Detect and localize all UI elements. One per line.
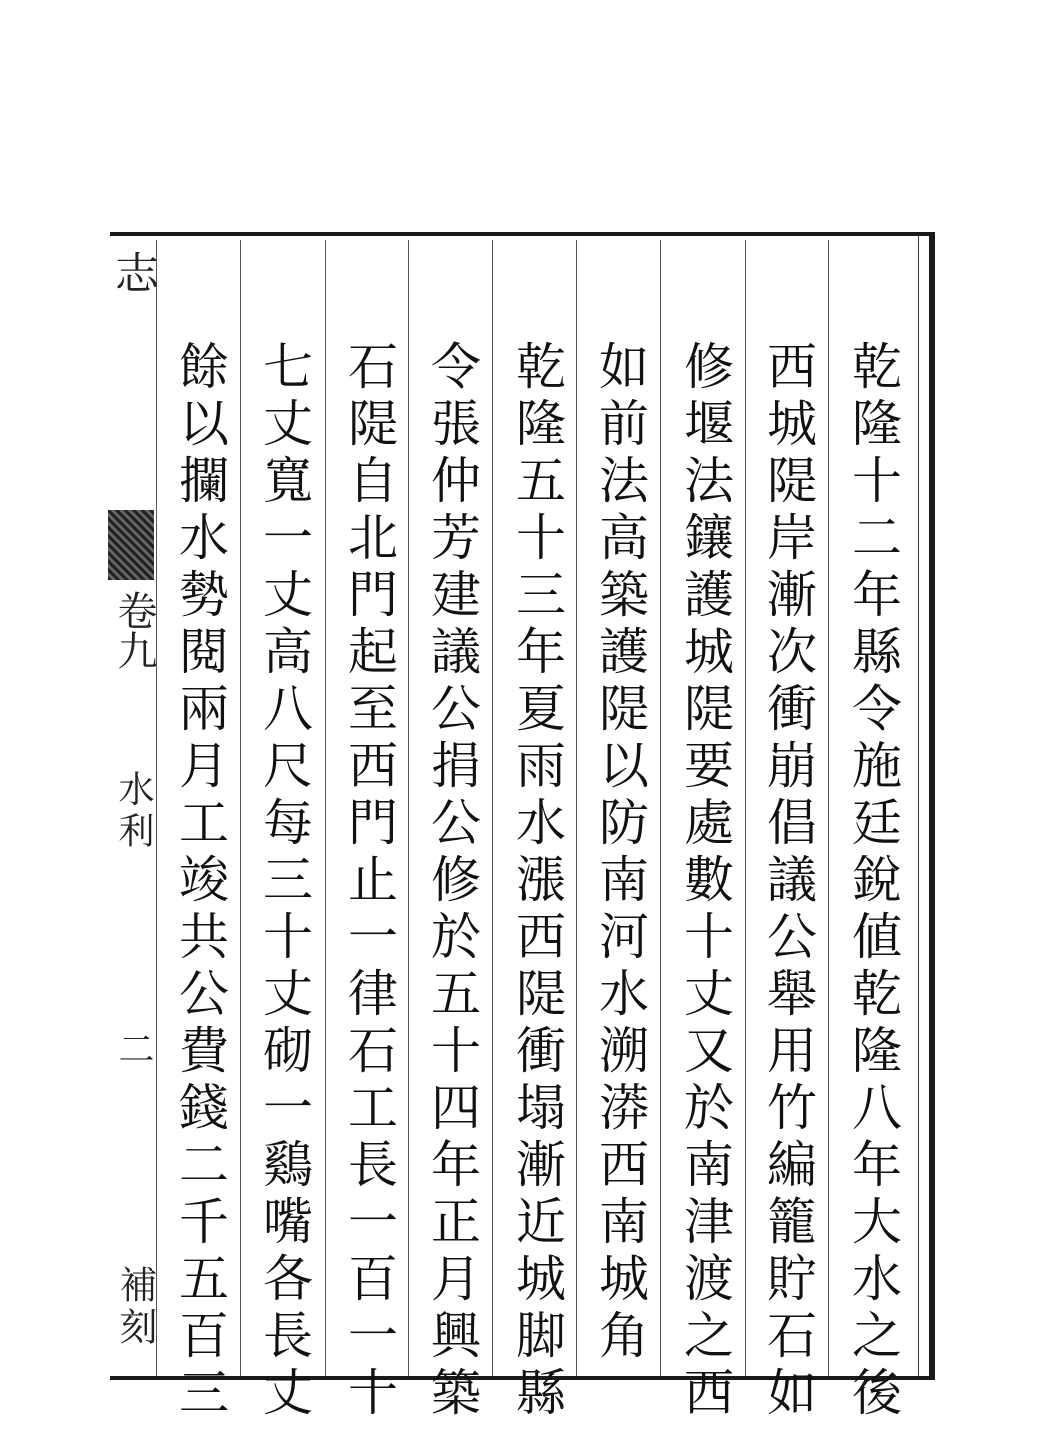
text-column-3: 修堰法鑲護城隄要處數十丈又於南津渡之西 <box>676 340 734 1423</box>
text-column-9: 餘以攔水勢閱兩月工竣共公費錢二千五百三 <box>171 340 229 1423</box>
text-column-5: 乾隆五十三年夏雨水漲西隄衝塌漸近城脚縣 <box>508 340 566 1423</box>
column-rule <box>576 240 577 1376</box>
column-rule <box>660 240 661 1376</box>
right-inner-border <box>918 236 919 1376</box>
reprint-note: 補刻 <box>113 1265 157 1349</box>
right-border <box>929 232 935 1380</box>
text-column-7: 石隄自北門起至西門止一律石工長一百一十 <box>340 340 398 1423</box>
column-rule <box>745 240 746 1376</box>
column-rule <box>325 240 326 1376</box>
text-column-1: 乾隆十二年縣令施廷銳値乾隆八年大水之後 <box>844 340 902 1423</box>
top-border <box>110 232 935 236</box>
text-column-6: 令張仲芳建議公捐公修於五十四年正月興築 <box>423 340 481 1423</box>
text-column-8: 七丈寬一丈高八尺每三十丈砌一鷄嘴各長丈 <box>255 340 313 1423</box>
column-rule <box>492 240 493 1376</box>
page-number: 二 <box>113 1030 154 1066</box>
text-column-4: 如前法高築護隄以防南河水溯漭西南城角 <box>591 340 649 1366</box>
column-rule <box>828 240 829 1376</box>
book-title: 志 <box>107 250 158 298</box>
text-column-2: 西城隄岸漸次衝崩倡議公舉用竹編籠貯石如 <box>759 340 817 1423</box>
black-fishtail-mark <box>108 510 154 580</box>
column-rule <box>408 240 409 1376</box>
column-rule <box>240 240 241 1376</box>
volume-label: 卷九 <box>111 590 157 670</box>
section-label: 水利 <box>113 770 154 854</box>
